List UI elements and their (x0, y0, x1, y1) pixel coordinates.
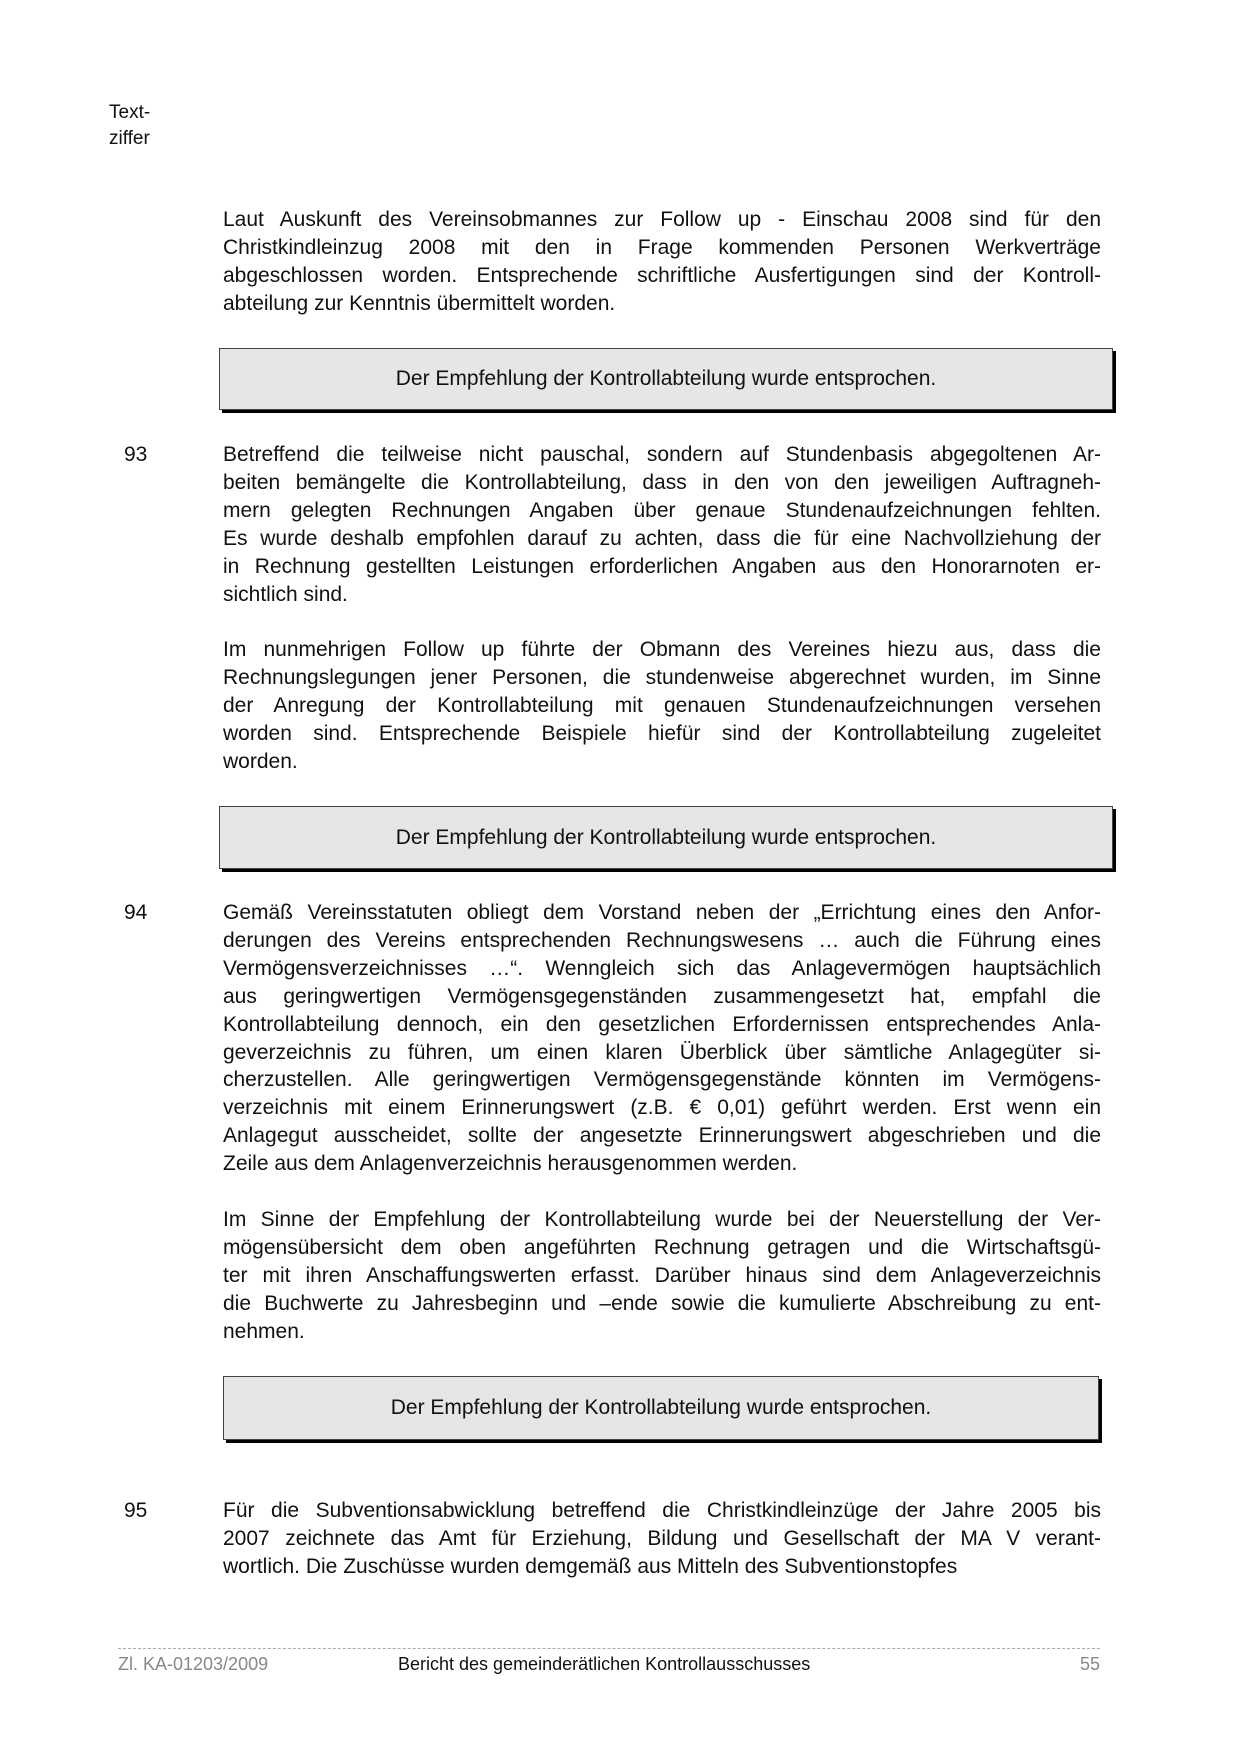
recommendation-text: Der Empfehlung der Kontrollabteilung wurde entsprochen. (390, 1396, 932, 1419)
footer-reference: Zl. KA-01203/2009 (118, 1654, 269, 1674)
section-94-paragraph-2 (223, 1206, 1101, 1346)
margin-label (109, 100, 150, 152)
recommendation-box (219, 806, 1113, 869)
recommendation-box (223, 1376, 1099, 1440)
text-line: ter mit ihren Anschaffungswerten erfasst. Darüber hinaus sind dem Anlageverzeichnis (223, 1263, 1101, 1287)
text-line: Laut Auskunft des Vereinsobmannes zur Follow up - Einschau 2008 sind für den (223, 208, 1101, 231)
section-94-paragraph-1 (223, 899, 1101, 1178)
text-line: Für die Subventionsabwicklung betreffend die Christkindleinzüge der Jahre 2005 bis (223, 1499, 1101, 1522)
recommendation-text: Der Empfehlung der Kontrollabteilung wurde entsprochen. (395, 825, 937, 849)
section-93-paragraph-2 (223, 636, 1101, 776)
margin-label-line: ziffer (109, 128, 150, 149)
text-line: in Rechnung gestellten Leistungen erforderlichen Angaben aus den Honorarnoten er- (223, 554, 1101, 578)
recommendation-box (219, 348, 1113, 410)
recommendation-text: Der Empfehlung der Kontrollabteilung wurde entsprochen. (395, 367, 937, 390)
text-line: derungen des Vereins entsprechenden Rechnungswesens … auch die Führung eines (223, 928, 1101, 952)
text-line: Anlagegut ausscheidet, sollte der angesetzte Erinnerungswert abgeschrieben und die (223, 1124, 1101, 1148)
text-line: 2007 zeichnete das Amt für Erziehung, Bildung und Gesellschaft der MA V verant- (223, 1526, 1101, 1550)
text-line: abteilung zur Kenntnis übermittelt worden. (223, 291, 616, 315)
text-line: nehmen. (223, 1319, 305, 1343)
section-number: 93 (124, 443, 148, 466)
text-line: mern gelegten Rechnungen Angaben über genaue Stundenaufzeichnungen fehlten. (223, 498, 1101, 522)
text-line: sichtlich sind. (223, 582, 348, 606)
footer-divider (118, 1648, 1100, 1649)
text-line: Es wurde deshalb empfohlen darauf zu achten, dass die für eine Nachvollziehung der (223, 526, 1101, 550)
footer-page-number: 55 (1079, 1654, 1100, 1674)
text-line: Kontrollabteilung dennoch, ein den gesetzlichen Erfordernissen entsprechendes Anla- (223, 1012, 1101, 1036)
text-line: Zeile aus dem Anlagenverzeichnis herausgenommen werden. (223, 1152, 798, 1176)
text-line: wortlich. Die Zuschüsse wurden demgemäß aus Mitteln des Subventionstopfes (223, 1554, 958, 1578)
section-95-paragraph-1 (223, 1497, 1101, 1581)
section-number: 94 (124, 901, 148, 924)
intro-paragraph (223, 206, 1101, 318)
text-line: mögensübersicht dem oben angeführten Rechnung getragen und die Wirtschaftsgü- (223, 1235, 1101, 1259)
footer-title: Bericht des gemeinderätlichen Kontrollausschusses (398, 1654, 811, 1674)
text-line: die Buchwerte zu Jahresbeginn und –ende sowie die kumulierte Abschreibung zu ent- (223, 1291, 1101, 1315)
text-line: cherzustellen. Alle geringwertigen Vermögensgegenstände könnten im Vermögens- (223, 1068, 1101, 1092)
text-line: Christkindleinzug 2008 mit den in Frage kommenden Personen Werkverträge (223, 235, 1101, 259)
text-line: verzeichnis mit einem Erinnerungswert (z.B. € 0,01) geführt werden. Erst wenn ein (223, 1096, 1101, 1120)
text-line: aus geringwertigen Vermögensgegenständen zusammengesetzt hat, empfahl die (223, 984, 1101, 1008)
text-line: Betreffend die teilweise nicht pauschal, sondern auf Stundenbasis abgegoltenen Ar- (223, 443, 1101, 466)
section-number: 95 (124, 1499, 148, 1522)
text-line: abgeschlossen worden. Entsprechende schriftliche Ausfertigungen sind der Kontroll- (223, 263, 1101, 287)
text-line: Rechnungslegungen jener Personen, die stundenweise abgerechnet wurden, im Sinne (223, 665, 1101, 689)
text-line: Im nunmehrigen Follow up führte der Obmann des Vereines hiezu aus, dass die (223, 638, 1101, 661)
text-line: worden sind. Entsprechende Beispiele hiefür sind der Kontrollabteilung zugeleitet (223, 721, 1101, 745)
section-93-paragraph-1 (223, 441, 1101, 608)
text-line: worden. (223, 749, 298, 773)
text-line: Vermögensverzeichnisses …“. Wenngleich sich das Anlagevermögen hauptsächlich (223, 956, 1101, 980)
text-line: Gemäß Vereinsstatuten obliegt dem Vorstand neben der „Errichtung eines den Anfor- (223, 901, 1101, 924)
margin-label-line: Text- (109, 102, 151, 123)
text-line: der Anregung der Kontrollabteilung mit genauen Stundenaufzeichnungen versehen (223, 693, 1101, 717)
text-line: Im Sinne der Empfehlung der Kontrollabteilung wurde bei der Neuerstellung der Ver- (223, 1208, 1101, 1231)
text-line: beiten bemängelte die Kontrollabteilung, dass in den von den jeweiligen Auftragneh- (223, 470, 1101, 494)
text-line: geverzeichnis zu führen, um einen klaren Überblick über sämtliche Anlagegüter si- (223, 1040, 1101, 1064)
